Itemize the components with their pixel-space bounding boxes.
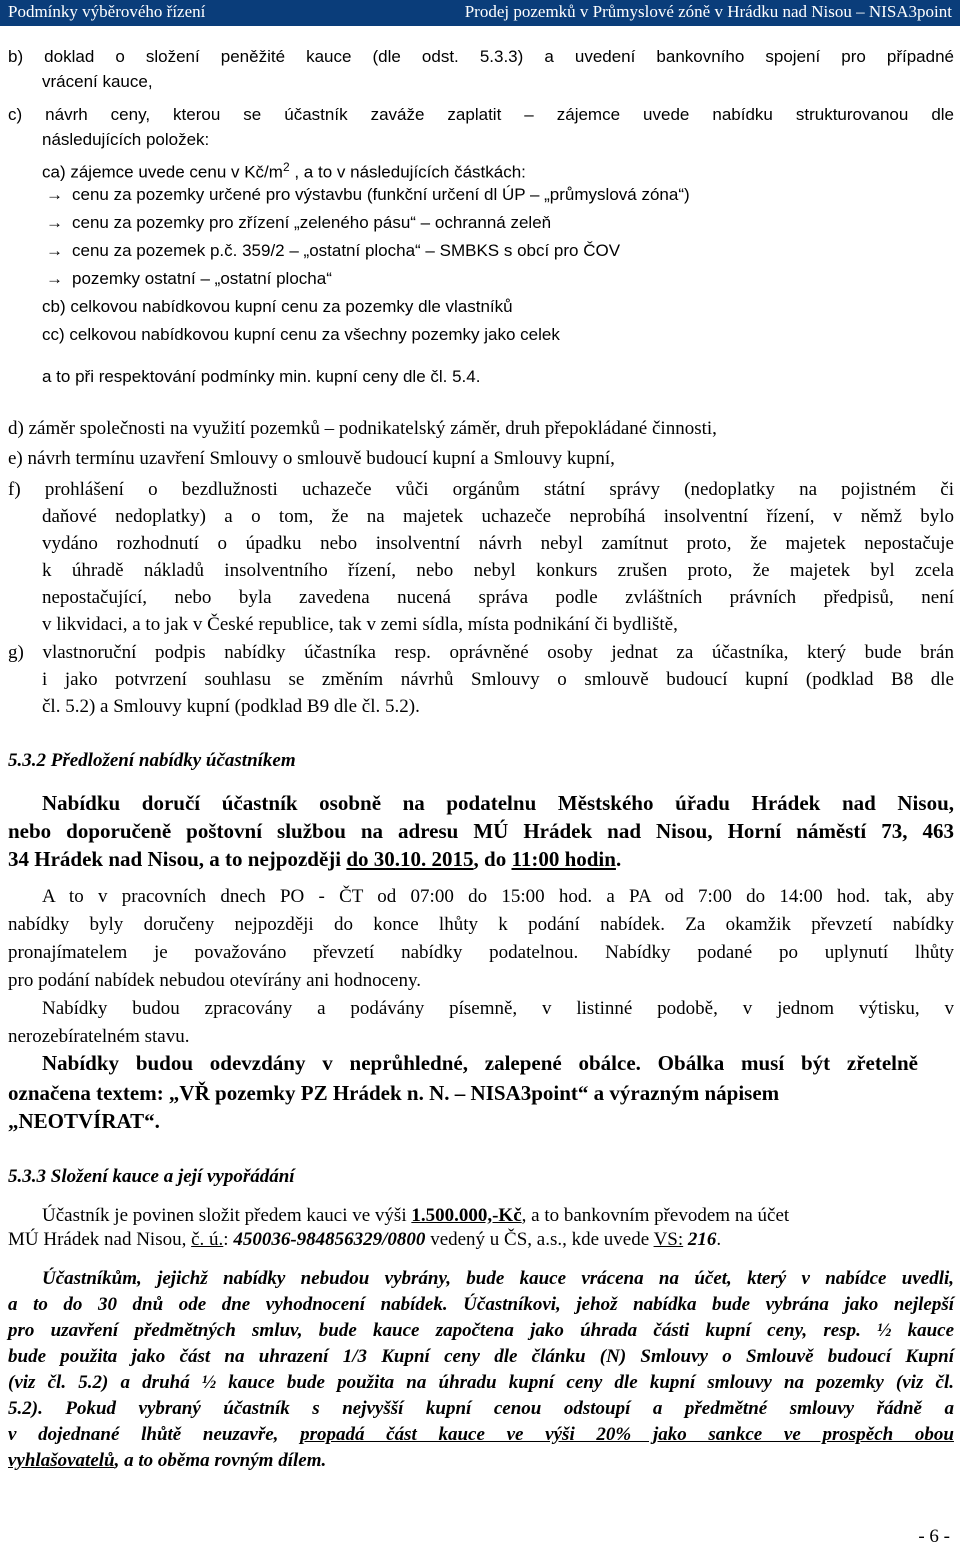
section-532-heading: 5.3.2 Předložení nabídky účastníkem (8, 750, 296, 771)
item-cb: cb) celkovou nabídkovou kupní cenu za pozemky dle vlastníků (42, 297, 513, 316)
sec533-para-line-4: bude použita jako část na uhrazení 1/3 Kupní ceny dle článku (N) Smlouvy o Smlouvě budoucí Kupní (8, 1346, 954, 1367)
sec532-para1-line-4: pro podání nabídek nebudou otevírány ani hodnoceny. (8, 970, 421, 991)
arrow-item-1: → cenu za pozemky určené pro výstavbu (funkční určení dl ÚP – „průmyslová zóna“) (46, 185, 690, 204)
item-cc: cc) celkovou nabídkovou kupní cenu za všechny pozemky jako celek (42, 325, 560, 344)
item-c-line-2: následujících položek: (42, 130, 210, 149)
item-f-line-2: daňové nedoplatky) a o tom, že na majetek uchazeče neprobíhá insolventní řízení, v němž bylo (42, 506, 954, 527)
item-d: d) záměr společnosti na využití pozemků – podnikatelský záměr, druh přepokládané činnosti, (8, 418, 717, 439)
arrow-right-icon: → (46, 213, 63, 232)
deadline-time: 11:00 hodin (511, 847, 616, 871)
sec533-para-line-3: pro uzavření předmětných smluv, bude kauce započtena jako úhrada části kupní ceny, resp. ½ kauce (8, 1320, 954, 1341)
arrow-right-icon: → (46, 185, 63, 204)
item-c-line-1: c) návrh ceny, kterou se účastník zaváže zaplatit – zájemce uvede nabídku strukturovanou dle (8, 105, 954, 124)
page-number: - 6 - (918, 1526, 950, 1547)
sec532-para1-line-2: nabídky byly doručeny nejpozději do konce lhůty k podání nabídek. Za okamžik převzetí nabídky (8, 914, 954, 935)
arrow-item-3: → cenu za pozemek p.č. 359/2 – „ostatní plocha“ – SMBKS s obcí pro ČOV (46, 241, 621, 260)
sec532-para3-line-3: „NEOTVÍRAT“. (8, 1109, 160, 1133)
item-g-line-1: g) vlastnoruční podpis nabídky účastníka resp. oprávněné osoby jednat za účastníka, který bude brán (8, 642, 954, 663)
sec532-bold-line-1: Nabídku doručí účastník osobně na podatelnu Městského úřadu Hrádek nad Nisou, (42, 791, 954, 815)
sec533-para-line-5: (viz čl. 5.2) a druhá ½ kauce bude použita na úhradu kupní ceny dle kupní smlouvy na pozemky (viz čl. (8, 1372, 954, 1393)
section-533-heading: 5.3.3 Složení kauce a její vypořádání (8, 1166, 295, 1187)
sec532-bold-line-2: nebo doporučeně poštovní službou na adresu MÚ Hrádek nad Nisou, Horní náměstí 73, 463 (8, 819, 954, 843)
header-right: Prodej pozemků v Průmyslové zóně v Hrádku nad Nisou – NISA3point (464, 2, 952, 21)
sec533-line-1: Účastník je povinen složit předem kauci ve výši 1.500.000,-Kč, a to bankovním převodem na účet (42, 1205, 790, 1226)
sec532-para1-line-3: pronajímatelem je považováno převzetí nabídky podatelnou. Nabídky podané po uplynutí lhůty (8, 942, 954, 963)
sec533-line-2: MÚ Hrádek nad Nisou, č. ú.: 450036-984856329/0800 vedený u ČS, a.s., kde uvede VS: 216. (8, 1229, 722, 1250)
sec533-para-line-2: a to do 30 dnů ode dne vyhodnocení nabídek. Účastníkovi, jehož nabídka bude vybrána jako nejlepší (8, 1294, 954, 1315)
variable-symbol: 216 (683, 1229, 717, 1250)
arrow-right-icon: → (46, 241, 63, 260)
account-number: 450036-984856329/0800 (233, 1229, 426, 1250)
deposit-amount: 1.500.000,-Kč (411, 1205, 522, 1226)
item-f-line-6: v likvidaci, a to jak v České republice, tak v zemi sídla, místa podnikání či bydliště, (42, 614, 678, 635)
deadline-date: do 30.10. 2015 (346, 847, 474, 871)
item-b-line-1: b) doklad o složení peněžité kauce (dle odst. 5.3.3) a uvedení bankovního spojení pro případné (8, 47, 954, 66)
item-g-line-3: čl. 5.2) a Smlouvy kupní (podklad B9 dle čl. 5.2). (42, 696, 420, 717)
sec533-para-line-8: vyhlašovatelů, a to oběma rovným dílem. (8, 1450, 327, 1471)
item-f-line-5: nepostačující, nebo byla zavedena nucená správa podle zvláštních právních předpisů, není (42, 587, 954, 608)
sec532-para2-line-1: Nabídky budou zpracovány a podávány písemně, v listinné podobě, v jednom výtisku, v (42, 998, 954, 1019)
item-g-line-2: i jako potvrzení souhlasu se změním návrhů Smlouvy o smlouvě budoucí kupní (podklad B8 dle (42, 669, 954, 690)
sec533-para-line-1: Účastníkům, jejichž nabídky nebudou vybrány, bude kauce vrácena na účet, který v nabídce uvedli, (42, 1268, 954, 1289)
sec533-para-line-6: 5.2). Pokud vybraný účastník s nejvyšší kupní cenou odstoupí a předmětné smlouvy řádně a (8, 1398, 954, 1419)
arrow-item-2: → cenu za pozemky pro zřízení „zeleného pásu“ – ochranná zeleň (46, 213, 552, 232)
item-ca: ca) zájemce uvede cenu v $Kč/m^2$ , a to v následujících částkách: (42, 160, 526, 182)
sec532-para2-line-2: nerozebíratelném stavu. (8, 1026, 190, 1047)
sec532-para3-line-1: Nabídky budou odevzdány v neprůhledné, zalepené obálce. Obálka musí být zřetelně (42, 1051, 918, 1075)
item-f-line-4: k úhradě nákladů insolventního řízení, nebo nebyl konkurs zrušen proto, že majetek byl zcela (42, 560, 954, 581)
sec532-bold-line-3: 34 Hrádek nad Nisou, a to nejpozději do 30.10. 2015, do 11:00 hodin. (8, 847, 622, 871)
arrow-item-4: → pozemky ostatní – „ostatní plocha“ (46, 269, 332, 288)
item-b-line-2: vrácení kauce, (42, 72, 153, 91)
item-c-note: a to při respektování podmínky min. kupní ceny dle čl. 5.4. (42, 367, 481, 386)
item-e: e) návrh termínu uzavření Smlouvy o smlouvě budoucí kupní a Smlouvy kupní, (8, 448, 615, 469)
arrow-right-icon: → (46, 269, 63, 288)
sec533-para-line-7: v dojednané lhůtě neuzavře, propadá část kauce ve výši 20% jako sankce ve prospěch obou (8, 1424, 954, 1445)
item-f-line-3: vydáno rozhodnutí o úpadku nebo insolventní návrh nebyl zamítnut proto, že majetek nepostačuje (42, 533, 954, 554)
header-left: Podmínky výběrového řízení (8, 2, 206, 21)
sec532-para3-line-2: označena textem: „VŘ pozemky PZ Hrádek n. N. – NISA3point“ a výrazným nápisem (8, 1081, 780, 1105)
item-f-line-1: f) prohlášení o bezdlužnosti uchazeče vůči orgánům státní správy (nedoplatky na pojistném či (8, 479, 954, 500)
sec532-para1-line-1: A to v pracovních dnech PO - ČT od 07:00 do 15:00 hod. a PA od 7:00 do 14:00 hod. tak, aby (42, 886, 954, 907)
